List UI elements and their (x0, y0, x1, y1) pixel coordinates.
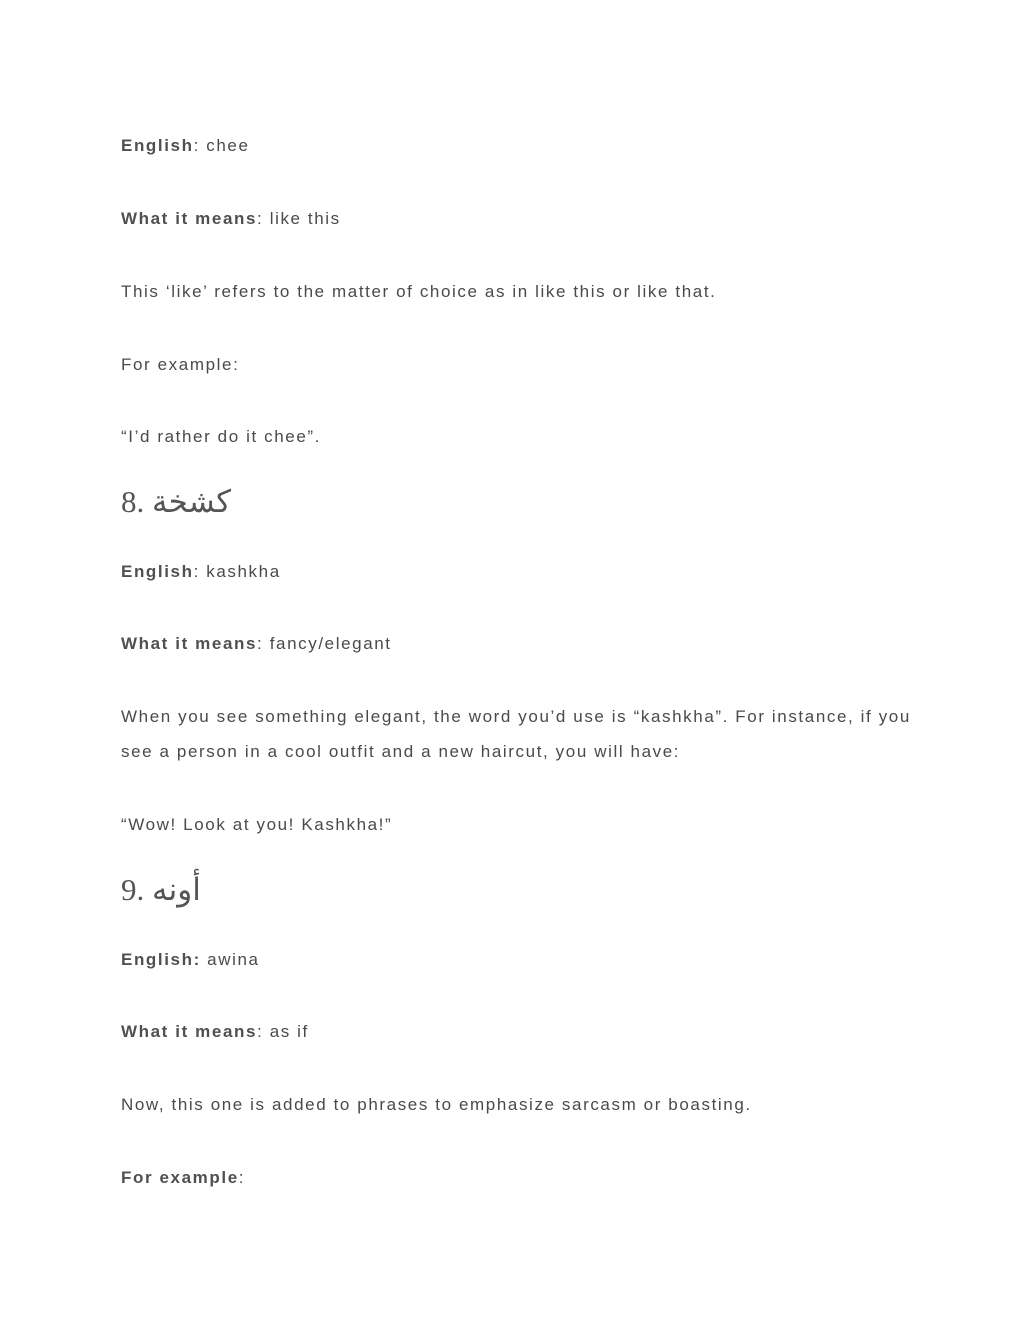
kashkha-heading: 8. كشخة (121, 484, 232, 519)
chee-english-line (121, 128, 250, 163)
english-value: : chee (193, 136, 250, 155)
meaning-label: What it means (121, 209, 258, 228)
english-value: awina (200, 950, 260, 969)
kashkha-example: “Wow! Look at you! Kashkha!” (121, 815, 393, 834)
awina-heading: 9. أونه (121, 872, 201, 907)
english-value: : kashkha (193, 562, 281, 581)
meaning-value: : fancy/elegant (257, 634, 392, 653)
chee-description: This ‘like’ refers to the matter of choice as in like this or like that. (121, 282, 717, 301)
kashkha-description: When you see something elegant, the word you’d use is “kashkha”. For instance, if you see a person in a cool outfit and a new haircut, you will have: (121, 707, 911, 761)
meaning-value: : like this (257, 209, 341, 228)
chee-meaning-line (121, 201, 341, 236)
meaning-value: : as if (257, 1022, 309, 1041)
chee-example-label: For example: (121, 355, 240, 374)
awina-example-line (121, 1160, 245, 1195)
meaning-label: What it means (121, 634, 258, 653)
awina-meaning-line (121, 1014, 309, 1049)
awina-english-line (121, 942, 260, 977)
example-label: For example (121, 1168, 239, 1187)
example-colon: : (238, 1168, 246, 1187)
chee-example: “I’d rather do it chee”. (121, 427, 321, 446)
awina-description: Now, this one is added to phrases to emphasize sarcasm or boasting. (121, 1095, 752, 1114)
english-label: English: (121, 950, 201, 969)
english-label: English (121, 562, 194, 581)
english-label: English (121, 136, 194, 155)
kashkha-meaning-line (121, 626, 392, 661)
kashkha-english-line (121, 554, 281, 589)
meaning-label: What it means (121, 1022, 258, 1041)
